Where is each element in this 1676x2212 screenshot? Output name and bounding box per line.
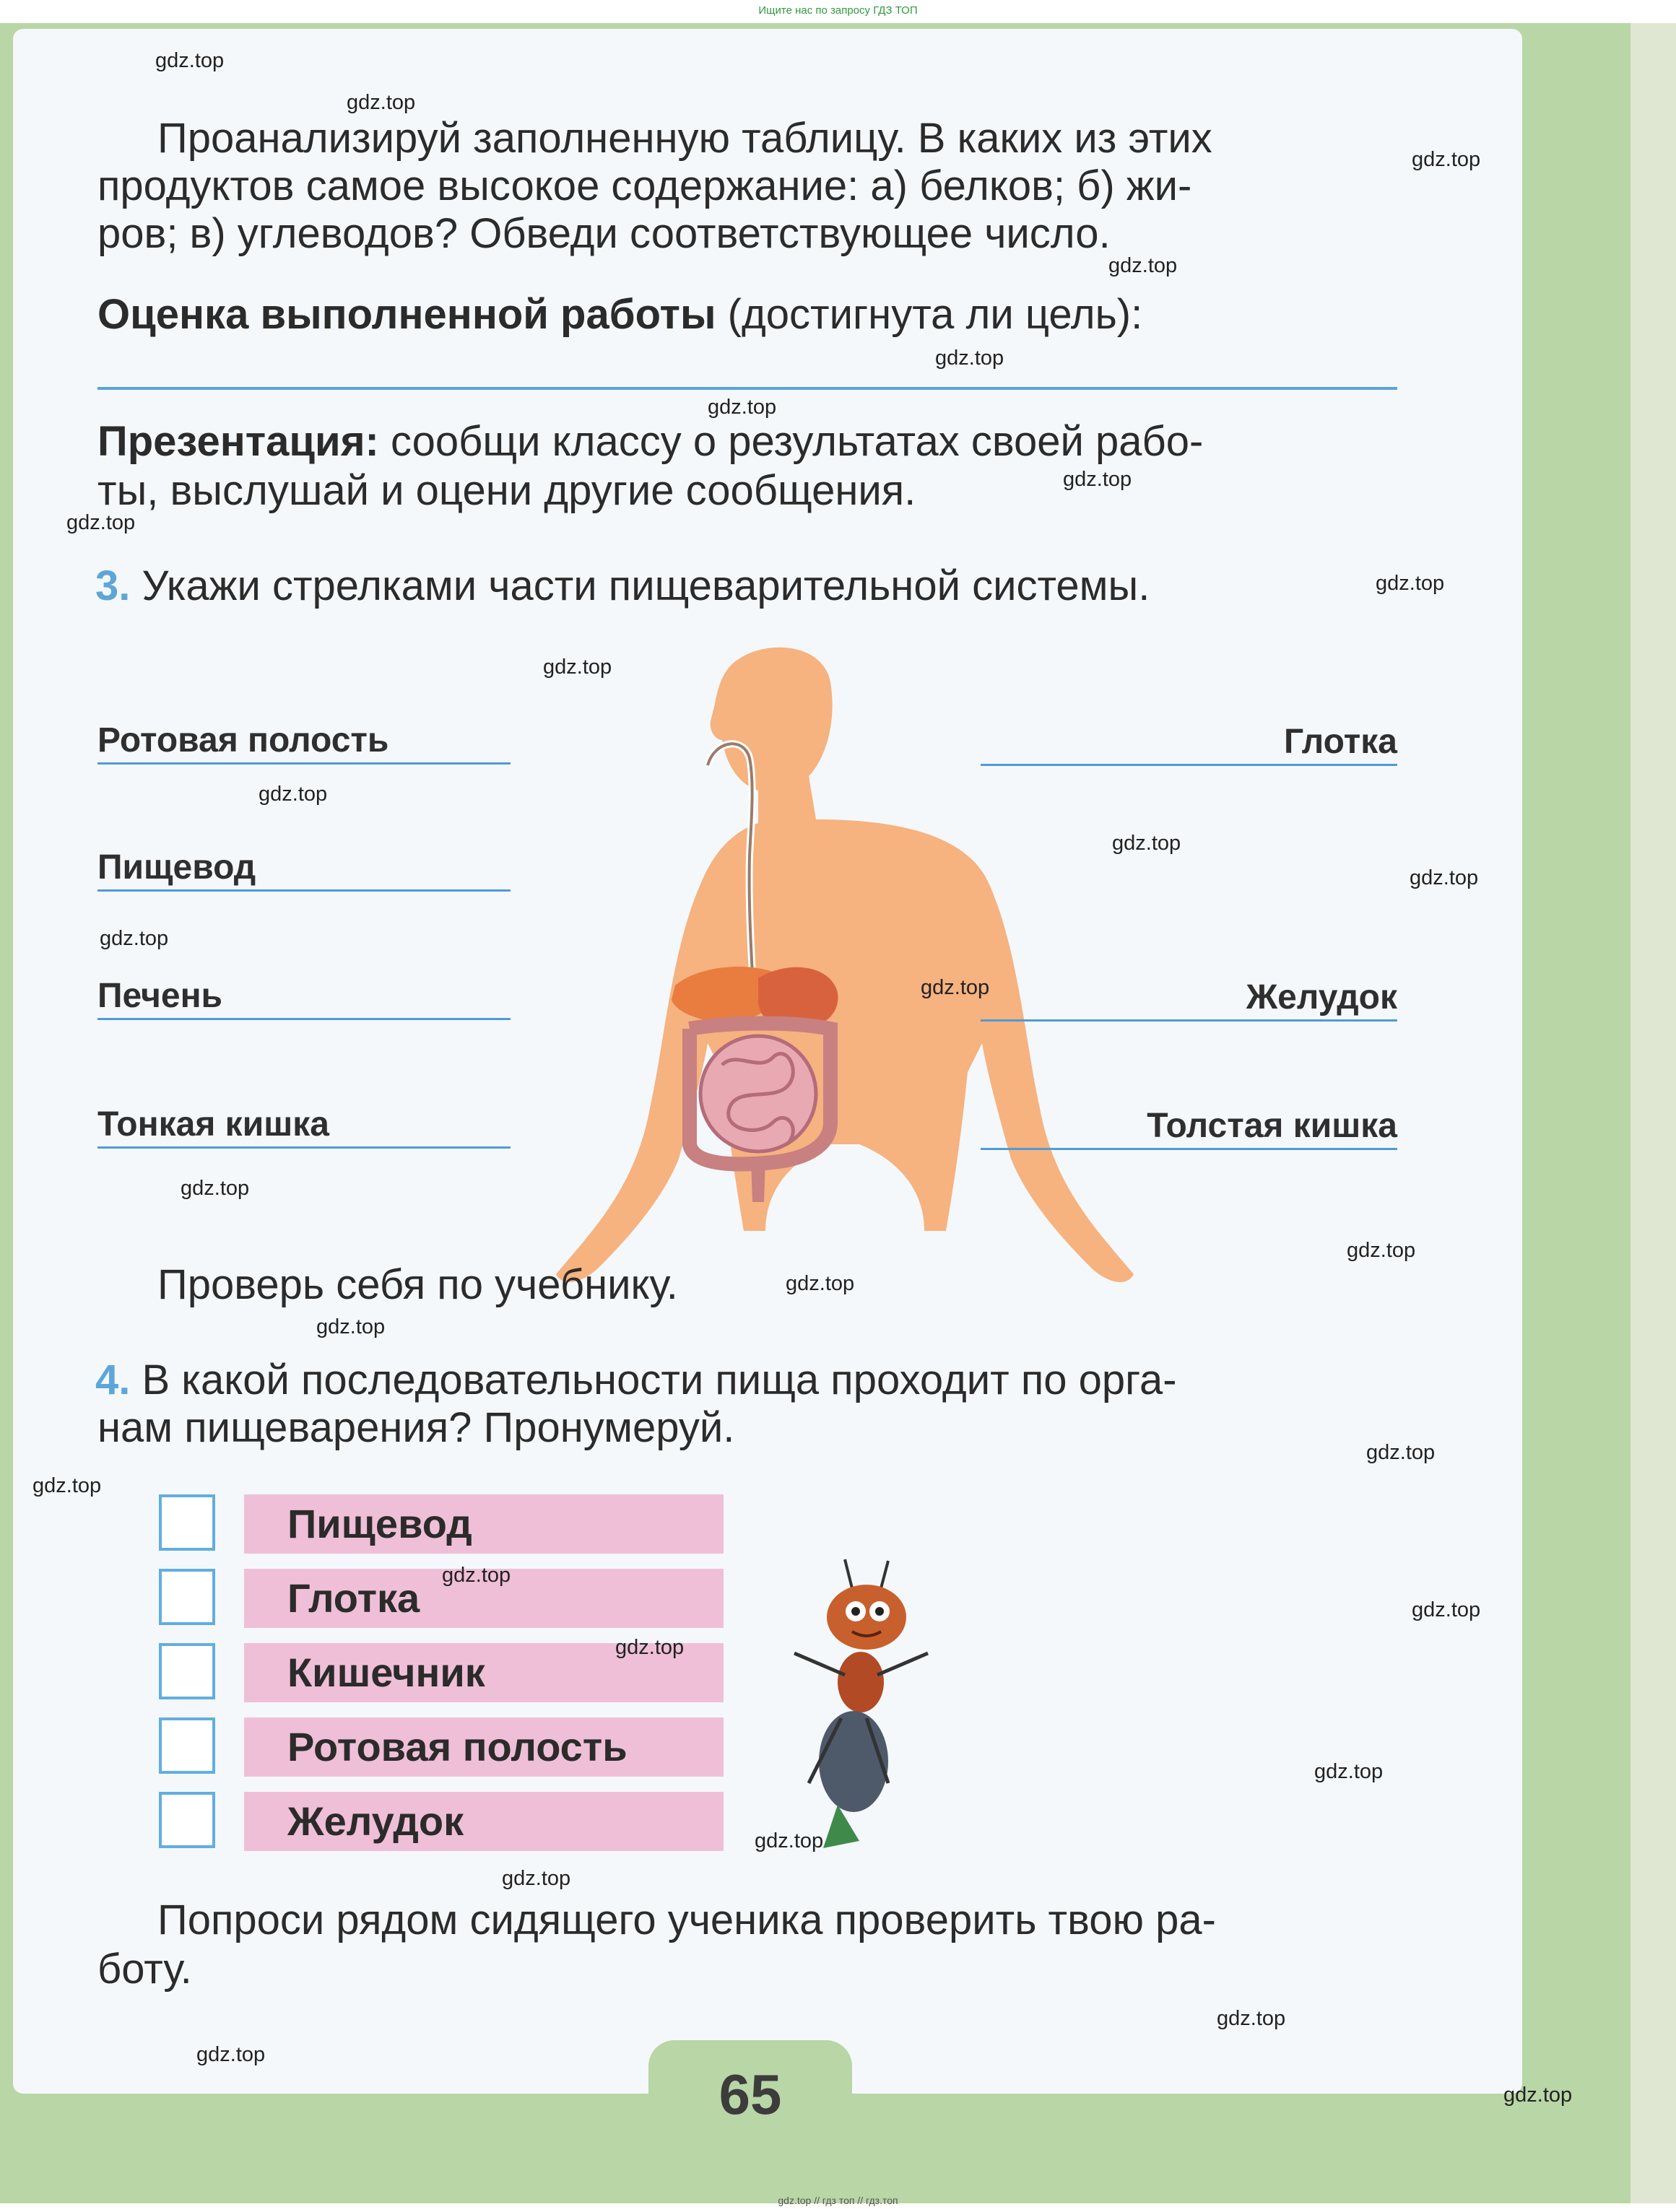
task3-number: 3. bbox=[95, 562, 131, 609]
watermark: gdz.top bbox=[1112, 832, 1181, 855]
watermark: gdz.top bbox=[66, 511, 136, 534]
order-item-4 bbox=[244, 1717, 724, 1777]
order-item-2-label: Глотка bbox=[287, 1575, 420, 1621]
label-large-intestine-line bbox=[981, 1148, 1397, 1150]
watermark: gdz.top bbox=[708, 396, 777, 419]
watermark: gdz.top bbox=[1217, 2007, 1286, 2030]
watermark: gdz.top bbox=[543, 656, 612, 679]
intro-line-1: Проанализируй заполненную таблицу. В каких из этих bbox=[157, 115, 1212, 162]
page-edge bbox=[1631, 23, 1676, 2203]
label-stomach: Желудок bbox=[1246, 978, 1397, 1016]
watermark: gdz.top bbox=[100, 927, 169, 950]
evaluation-heading bbox=[97, 290, 1401, 339]
watermark: gdz.top bbox=[1376, 572, 1445, 595]
watermark: gdz.top bbox=[181, 1177, 250, 1200]
task4-heading bbox=[95, 1356, 1399, 1405]
label-esophagus-line bbox=[97, 889, 511, 892]
task4-number: 4. bbox=[95, 1357, 131, 1403]
watermark: gdz.top bbox=[1366, 1441, 1436, 1464]
order-box-4[interactable] bbox=[159, 1717, 215, 1774]
task4-footer-line-2: боту. bbox=[97, 1946, 192, 1993]
task3-text: Укажи стрелками части пищеварительной системы. bbox=[142, 562, 1150, 609]
order-item-5-label: Желудок bbox=[287, 1798, 464, 1844]
task4-footer-line-1: Попроси рядом сидящего ученика проверить твою ра- bbox=[157, 1897, 1216, 1943]
small-intestine-icon bbox=[700, 1036, 816, 1151]
watermark: gdz.top bbox=[196, 2043, 266, 2066]
label-small-intestine-line bbox=[97, 1146, 511, 1149]
watermark: gdz.top bbox=[755, 1829, 824, 1852]
order-box-2[interactable] bbox=[159, 1569, 215, 1625]
watermark: gdz.top bbox=[786, 1272, 855, 1295]
label-liver: Печень bbox=[97, 977, 223, 1015]
order-item-4-label: Ротовая полость bbox=[287, 1724, 628, 1769]
label-esophagus: Пищевод bbox=[97, 848, 256, 887]
order-item-5 bbox=[244, 1792, 724, 1851]
watermark: gdz.top bbox=[259, 783, 328, 806]
watermark: gdz.top bbox=[1412, 1598, 1481, 1621]
order-box-1[interactable] bbox=[159, 1494, 215, 1551]
watermark: gdz.top bbox=[1108, 254, 1178, 277]
presentation-line-2: ты, выслушай и оцени другие сообщения. bbox=[97, 467, 916, 514]
intro-line-2: продуктов самое высокое содержание: а) белков; б) жи- bbox=[97, 162, 1192, 209]
order-box-3[interactable] bbox=[159, 1643, 215, 1699]
top-banner: Ищите нас по запросу ГДЗ ТОП bbox=[758, 4, 918, 17]
watermark: gdz.top bbox=[32, 1474, 102, 1497]
watermark: gdz.top bbox=[442, 1564, 511, 1587]
label-oral-cavity-line bbox=[97, 762, 511, 765]
order-item-1-label: Пищевод bbox=[287, 1501, 472, 1546]
watermark: gdz.top bbox=[1314, 1760, 1384, 1783]
ant-mascot-icon bbox=[765, 1545, 953, 1863]
bottom-banner: gdz.top // гдз топ // гдз.топ bbox=[778, 2195, 898, 2206]
watermark: gdz.top bbox=[155, 49, 225, 72]
watermark: gdz.top bbox=[316, 1315, 386, 1338]
watermark: gdz.top bbox=[1063, 468, 1132, 491]
watermark: gdz.top bbox=[1347, 1239, 1416, 1262]
page-number: 65 bbox=[718, 2063, 782, 2126]
label-pharynx-line bbox=[981, 764, 1397, 766]
evaluation-answer-line[interactable] bbox=[97, 387, 1397, 390]
watermark: gdz.top bbox=[347, 91, 416, 114]
evaluation-bold: Оценка выполненной работы bbox=[97, 291, 716, 338]
rectum-icon bbox=[751, 1159, 765, 1202]
presentation-line-1 bbox=[97, 417, 1401, 466]
watermark: gdz.top bbox=[502, 1867, 571, 1890]
label-large-intestine: Толстая кишка bbox=[1147, 1107, 1397, 1145]
watermark: gdz.top bbox=[921, 976, 990, 999]
task3-heading bbox=[95, 562, 1399, 611]
label-oral-cavity: Ротовая полость bbox=[97, 721, 389, 759]
task3-check: Проверь себя по учебнику. bbox=[157, 1261, 678, 1308]
presentation-bold: Презентация: bbox=[97, 418, 379, 465]
label-stomach-line bbox=[981, 1019, 1397, 1022]
watermark: gdz.top bbox=[1503, 2083, 1573, 2107]
order-box-5[interactable] bbox=[159, 1792, 215, 1848]
task4-line-2: нам пищеварения? Пронумеруй. bbox=[97, 1404, 735, 1451]
watermark: gdz.top bbox=[935, 347, 1004, 370]
order-item-1 bbox=[244, 1494, 724, 1554]
watermark: gdz.top bbox=[1410, 866, 1479, 889]
watermark: gdz.top bbox=[1412, 148, 1481, 171]
presentation-line1-rest: сообщи классу о результатах своей рабо- bbox=[390, 418, 1204, 465]
intro-line-3: ров; в) углеводов? Обведи соответствующее число. bbox=[97, 210, 1111, 257]
label-liver-line bbox=[97, 1018, 511, 1020]
label-pharynx: Глотка bbox=[1283, 723, 1397, 761]
label-small-intestine: Тонкая кишка bbox=[97, 1105, 329, 1144]
order-item-3-label: Кишечник bbox=[287, 1650, 485, 1695]
watermark: gdz.top bbox=[615, 1636, 685, 1659]
evaluation-rest: (достигнута ли цель): bbox=[727, 291, 1143, 338]
task4-line-1: В какой последовательности пища проходит по орга- bbox=[142, 1357, 1177, 1403]
